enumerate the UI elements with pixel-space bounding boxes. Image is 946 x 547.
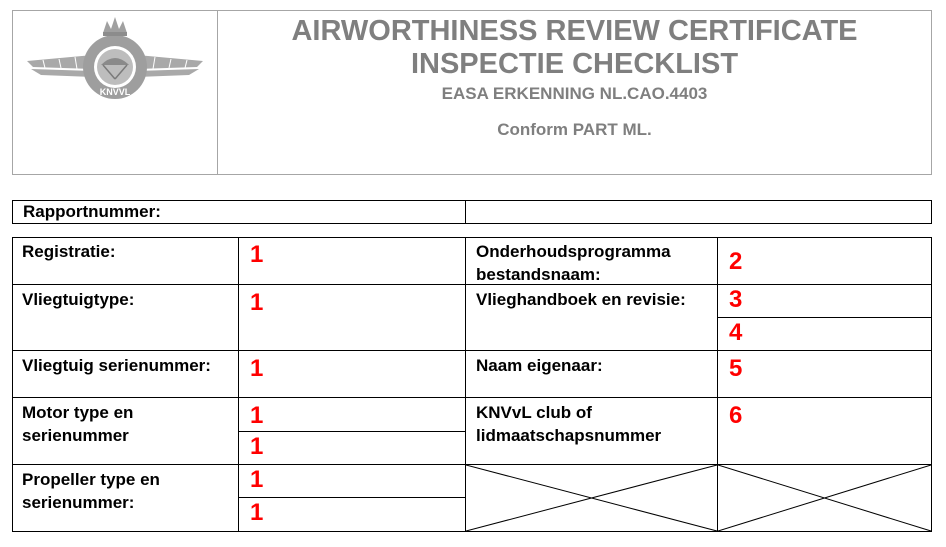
value-vliegtuig-serienummer[interactable]: 1 — [239, 351, 466, 398]
value-onderhoudsprogramma[interactable]: 2 — [718, 237, 932, 285]
certificate-header — [12, 10, 932, 175]
report-number-row — [12, 200, 932, 224]
svg-text:KNVVL: KNVVL — [99, 87, 131, 97]
label-vlieghandboek: Vlieghandboek en revisie: — [466, 285, 718, 351]
report-number-field[interactable] — [466, 201, 931, 223]
label-onderhoudsprogramma: Onderhoudsprogramma bestandsnaam: — [466, 237, 718, 285]
value-motor-type[interactable]: 1 — [239, 398, 466, 432]
label-registratie: Registratie: — [12, 237, 239, 285]
label-naam-eigenaar: Naam eigenaar: — [466, 351, 718, 398]
label-motor-type: Motor type en serienummer — [12, 398, 239, 465]
value-motor-serienummer[interactable]: 1 — [239, 432, 466, 465]
report-number-label: Rapportnummer: — [13, 201, 466, 223]
conform-text: Conform PART ML. — [497, 120, 652, 139]
knvvl-logo — [23, 13, 207, 105]
value-vliegtuigtype[interactable]: 1 — [239, 285, 466, 351]
cross-out-mark — [466, 465, 718, 532]
value-knvvl-club[interactable]: 6 — [718, 398, 932, 465]
title-block — [218, 11, 931, 174]
aircraft-info-table — [12, 237, 932, 532]
label-vliegtuig-serienummer: Vliegtuig serienummer: — [12, 351, 239, 398]
logo-cell — [13, 11, 218, 174]
label-vliegtuigtype: Vliegtuigtype: — [12, 285, 239, 351]
value-naam-eigenaar[interactable]: 5 — [718, 351, 932, 398]
title-line-1: AIRWORTHINESS REVIEW CERTIFICATE — [291, 15, 858, 47]
value-vlieghandboek[interactable]: 3 — [718, 285, 932, 318]
value-propeller-type[interactable]: 1 — [239, 465, 466, 498]
approval-number: EASA ERKENNING NL.CAO.4403 — [441, 84, 708, 103]
label-propeller-type: Propeller type en serienummer: — [12, 465, 239, 532]
value-revisie[interactable]: 4 — [718, 318, 932, 351]
value-registratie[interactable]: 1 — [239, 237, 466, 285]
crossed-cell-left — [466, 465, 718, 532]
crossed-cell-right — [718, 465, 932, 532]
value-propeller-serienummer[interactable]: 1 — [239, 498, 466, 532]
label-knvvl-club: KNVvL club of lidmaatschapsnummer — [466, 398, 718, 465]
cross-out-mark — [718, 465, 932, 532]
title-line-2: INSPECTIE CHECKLIST — [410, 48, 739, 80]
